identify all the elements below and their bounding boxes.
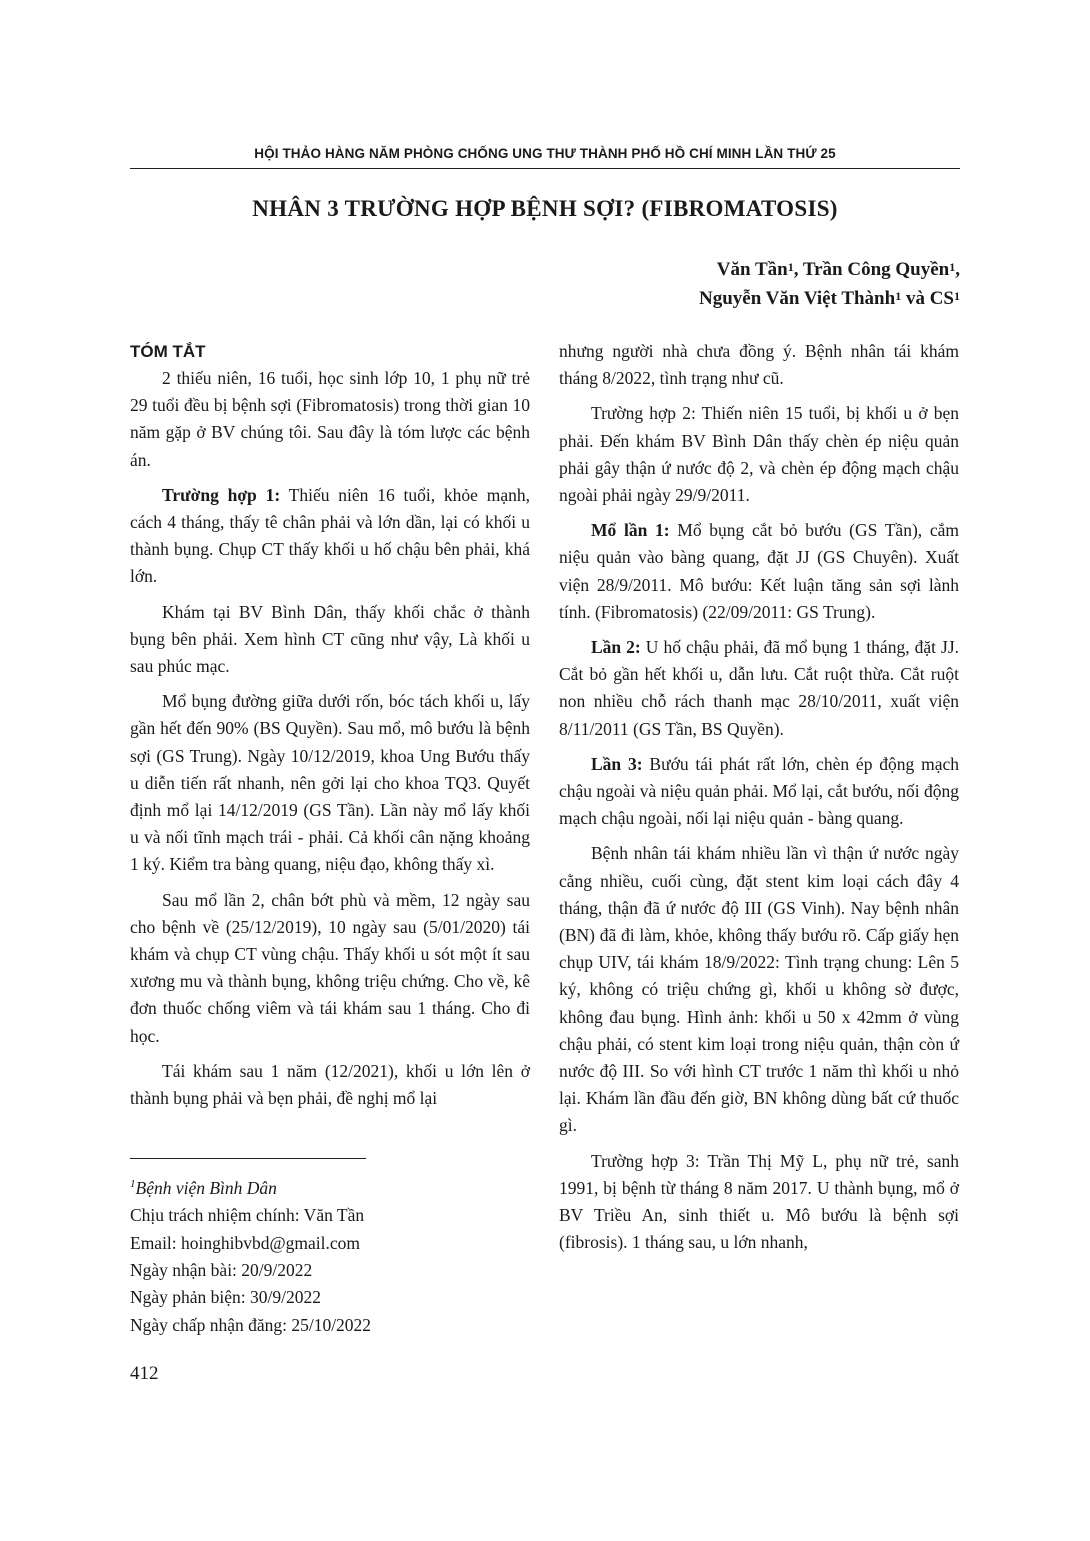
paragraph [559,751,959,833]
abstract-heading: TÓM TẮT [130,342,206,361]
paragraph: Mổ bụng đường giữa dưới rốn, bóc tách khối u, lấy gần hết đến 90% (BS Quyền). Sau mổ, mô bướu là bệnh sợi (GS Trung). Ngày 10/12/2019, khoa Ung Bướu thấy u diễn tiến rất nhanh, nên gởi lại cho khoa TQ3. Quyết định mổ lại 14/12/2019 (GS Tần). Lần này mổ lấy khối u và nối tĩnh mạch trái - phải. Cả khối cân nặng khoảng 1 ký. Kiểm tra bàng quang, niệu đạo, không thấy xì. [130,691,530,875]
author-name: Văn Tần [716,259,788,280]
left-column [130,338,530,1120]
paragraph: 2 thiếu niên, 16 tuổi, học sinh lớp 10, 1 phụ nữ trẻ 29 tuổi đều bị bệnh sợi (Fibromatosis) trong thời gian 10 năm gặp ở BV chúng tôi. Sau đây là tóm lược các bệnh án. [130,368,530,470]
paragraph-text: Mổ bụng cắt bỏ bướu (GS Tần), cắm niệu quản vào bàng quang, đặt JJ (GS Chuyên). Xuất viện 28/9/2011. Mô bướu: Kết luận tăng sản sợi lành tính. (Fibromatosis) (22/09/2011: GS Trung). [559,520,959,622]
right-column [559,338,959,1265]
affiliation-name: Bệnh viện Bình Dân [135,1177,277,1198]
affiliation-marker: 1 [954,289,960,303]
date-accepted: Ngày chấp nhận đăng: 25/10/2022 [130,1314,372,1335]
contact-email: Email: hoinghibvbd@gmail.com [130,1232,360,1253]
surgery-label: Lần 2: [591,637,641,658]
paragraph: Trường hợp 2: Thiến niên 15 tuổi, bị khối u ở bẹn phải. Đến khám BV Bình Dân thấy chèn ép niệu quản phải gây thận ứ nước độ 2, và chèn ép động mạch chậu ngoài phải ngày 29/9/2011. [559,403,959,506]
author-name: và CS [901,288,954,309]
paragraph: Bệnh nhân tái khám nhiều lần vì thận ứ nước ngày cằng nhiều, cuối cùng, đặt stent kim loại cách đây 4 tháng, thận đã ứ nước độ III (GS Vinh). Nay bệnh nhân (BN) đã đi làm, khỏe, không thấy bướu rõ. Cấp giấy hẹn chụp UIV, tái khám 18/9/2022: Tình trạng chung: Lên 5 ký, không có triệu chứng gì, khối u không sờ được, không đau bụng. Hình ảnh: khối u 50 x 42mm ở vùng chậu phải, có stent kim loại trong niệu quản, thận còn ứ nước độ III. So với hình CT trước 1 năm thì khối u nhỏ lại. Khám lần đầu đến giờ, BN không dùng bất cứ thuốc gì. [559,843,959,1136]
author-block [360,255,960,313]
paragraph [559,634,959,743]
surgery-label: Mổ lần 1: [591,520,670,541]
running-head: HỘI THẢO HÀNG NĂM PHÒNG CHỐNG UNG THƯ THÀNH PHỐ HỒ CHÍ MINH LẦN THỨ 25 [254,146,836,161]
author-line-2 [360,284,960,313]
affiliation-marker: 1 [787,260,794,274]
paragraph: Tái khám sau 1 năm (12/2021), khối u lớn lên ở thành bụng phải và bẹn phải, đề nghị mổ lại [130,1060,530,1109]
article-title: NHÂN 3 TRƯỜNG HỢP BỆNH SỢI? (FIBROMATOSIS) [252,196,838,221]
affiliation-marker: 1 [130,1178,136,1190]
header-rule [130,168,960,169]
affiliation-marker: 1 [895,289,902,303]
author-name: , Trần Công Quyền [793,259,950,280]
date-received: Ngày nhận bài: 20/9/2022 [130,1260,313,1281]
responsible-author: Chịu trách nhiệm chính: Văn Tần [130,1205,365,1226]
surgery-label: Lần 3: [591,753,643,774]
paragraph-text: Thiếu niên 16 tuổi, khỏe mạnh, cách 4 tháng, thấy tê chân phải và lớn dần, lại có khối u thành bụng. Chụp CT thấy khối u hố chậu bên phải, khá lớn. [130,484,530,587]
paragraph: Sau mổ lần 2, chân bớt phù và mềm, 12 ngày sau cho bệnh về (25/12/2019), 10 ngày sau (5/01/2020) tái khám và chụp CT vùng chậu. Thấy khối u sót một ít sau xương mu và thành bụng, không triệu chứng. Cho về, kê đơn thuốc chống viêm và tái khám sau 1 tháng. Cho đi học. [130,889,530,1046]
affiliation-note [130,1171,530,1202]
paragraph [559,517,959,626]
author-name: Nguyễn Văn Việt Thành [698,288,896,309]
author-separator: , [955,259,960,280]
paragraph-text: Bướu tái phát rất lớn, chèn ép động mạch chậu ngoài và niệu quản phải. Mổ lại, cắt bướu, nối động mạch chậu ngoài, nối lại niệu quản - bàng quang. [559,753,960,829]
paragraph: Khám tại BV Bình Dân, thấy khối chắc ở thành bụng bên phải. Xem hình CT cũng như vậy, Là khối u sau phúc mạc. [130,601,530,677]
page-number: 412 [130,1363,159,1384]
date-reviewed: Ngày phản biện: 30/9/2022 [130,1287,322,1308]
paragraph-text: U hố chậu phải, đã mổ bụng 1 tháng, đặt JJ. Cắt bỏ gần hết khối u, dẫn lưu. Cắt ruột thừa. Cắt ruột non nhiều chỗ rách thanh mạc 28/10/2011, xuất viện 8/11/2011 (GS Tần, BS Quyền). [559,637,960,739]
author-line-1 [360,255,960,284]
footnotes [130,1171,530,1339]
paragraph: nhưng người nhà chưa đồng ý. Bệnh nhân tái khám tháng 8/2022, tình trạng như cũ. [559,341,959,389]
case-label: Trường hợp 1: [162,484,281,505]
affiliation-marker: 1 [949,260,956,274]
footnote-rule [130,1158,366,1159]
paragraph [130,482,530,591]
paragraph: Trường hợp 3: Trần Thị Mỹ L, phụ nữ trẻ, sanh 1991, bị bệnh từ tháng 8 năm 2017. U thành bụng, mổ ở BV Triều An, sinh thiết u. Mô bướu là bệnh sợi (fibrosis). 1 tháng sau, u lớn nhanh, [559,1150,959,1253]
